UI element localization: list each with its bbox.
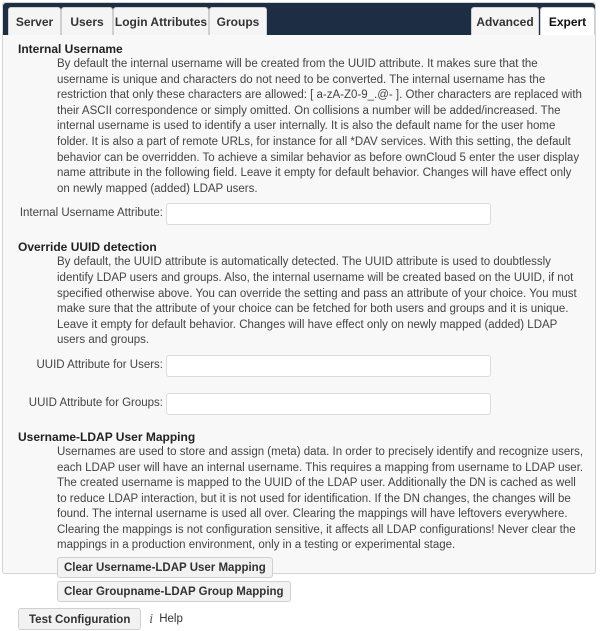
help-link[interactable] [149, 612, 183, 626]
clear-group-mapping-wrap [18, 581, 584, 602]
internal-username-title: Internal Username [18, 42, 123, 56]
tab-bar [3, 3, 595, 35]
internal-username-input[interactable] [166, 203, 491, 225]
tab-advanced[interactable]: Advanced [471, 7, 539, 35]
override-uuid-description: By default, the UUID attribute is automatically detected. The UUID attribute is used to doubtlessly identify LDAP users and groups. Also, the internal username will be created based on the UUID, if not specified otherwise above. You can override the setting and pass an attribute of your choice. You must make sure that the attribute of your choice can be fetched for both users and groups and it is unique. Leave it empty for default behavior. Changes will have effect only on newly mapped (added) LDAP users and groups. [57, 256, 577, 347]
internal-username-description: By default the internal username will be created from the UUID attribute. It makes sure that the username is unique and characters do not need to be converted. The internal username has the restriction that only these characters are allowed: [ a-zA-Z0-9_.@- ]. Other characters are replaced with their ASCII correspondence or simply omitted. On collisions a number will be added/increased. The internal username is used to identify a user internally. It is also the default name for the user home folder. It is also a part of remote URLs, for instance for all *DAV services. With this setting, the default behavior can be overridden. To achieve a similar behavior as before ownCloud 5 enter the user display name attribute in the following field. Leave it empty for default behavior. Changes will have effect only on newly mapped (added) LDAP users. [57, 58, 582, 195]
tab-users[interactable]: Users [61, 7, 113, 35]
uuid-users-input[interactable] [166, 355, 491, 377]
footer-row [18, 608, 584, 630]
internal-username-row [18, 203, 584, 239]
clear-user-mapping-wrap [18, 557, 584, 578]
tab-server[interactable]: Server [8, 7, 61, 35]
mapping-title: Username-LDAP User Mapping [18, 429, 196, 444]
help-label: Help [159, 613, 183, 626]
clear-user-mapping-button[interactable]: Clear Username-LDAP User Mapping [57, 557, 273, 578]
internal-username-label: Internal Username Attribute: [19, 207, 163, 220]
uuid-groups-label: UUID Attribute for Groups: [28, 396, 163, 409]
tab-groups[interactable]: Groups [209, 7, 267, 35]
test-configuration-button[interactable]: Test Configuration [18, 608, 141, 630]
ldap-settings-panel [2, 2, 596, 627]
expert-settings [18, 41, 584, 630]
uuid-users-label: UUID Attribute for Users: [36, 358, 163, 371]
mapping-description: Usernames are used to store and assign (meta) data. In order to precisely identify and recognize users, each LDAP user will have an internal username. This requires a mapping from username to LDAP user. The created username is mapped to the UUID of the LDAP user. Additionally the DN is cached as well to reduce LDAP interaction, but it is not used for identification. If the DN changes, the changes will be found. The internal username is used all over. Clearing the mappings will have leftovers everywhere. Clearing the mappings is not configuration sensitive, it affects all LDAP configurations! Never clear the mappings in a production environment, only in a testing or experimental stage. [57, 445, 584, 552]
tab-expert[interactable]: Expert [540, 7, 595, 35]
clear-group-mapping-button[interactable]: Clear Groupname-LDAP Group Mapping [57, 581, 291, 602]
uuid-groups-input[interactable] [166, 393, 491, 415]
info-icon: i [149, 612, 154, 627]
uuid-groups-row [18, 393, 584, 429]
uuid-users-row [18, 355, 584, 393]
override-uuid-title: Override UUID detection [18, 240, 157, 255]
tab-login-attributes[interactable]: Login Attributes [113, 7, 209, 35]
